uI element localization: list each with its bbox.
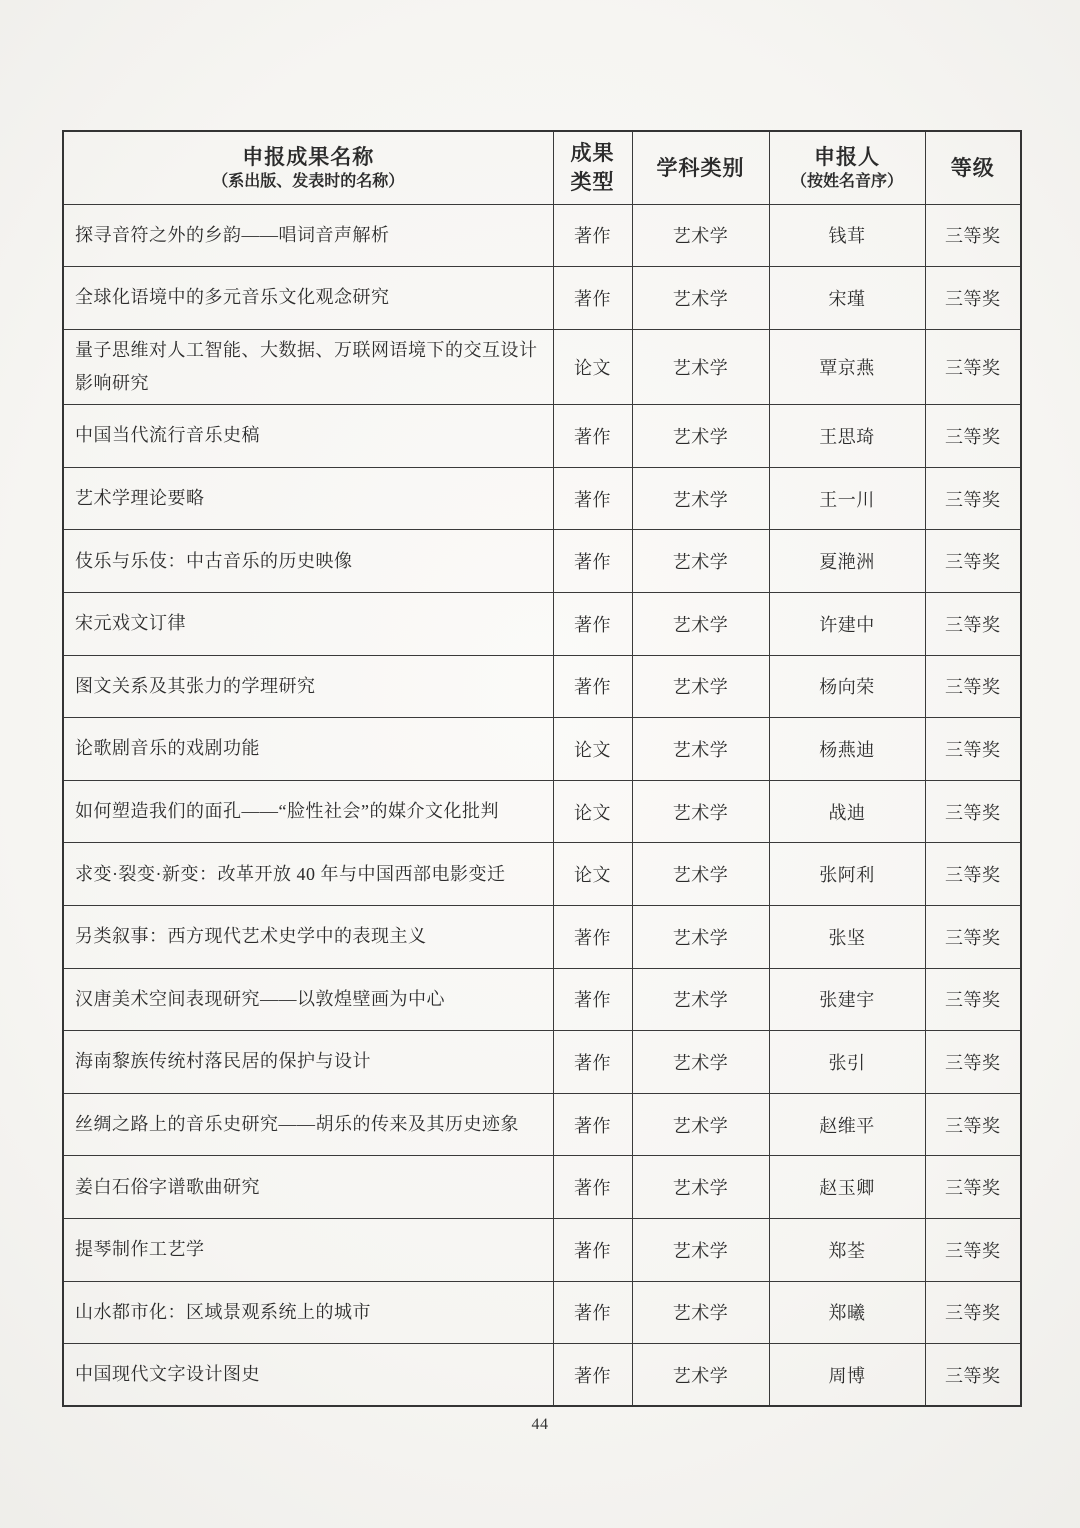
achievement-name-cell: 姜白石俗字谱歌曲研究	[63, 1156, 553, 1219]
table-row	[63, 267, 1021, 330]
subject-category-cell: 艺术学	[632, 655, 769, 718]
result-type-cell: 著作	[553, 593, 632, 656]
subject-category-cell: 艺术学	[632, 1281, 769, 1344]
grade-cell: 三等奖	[925, 1281, 1021, 1344]
header-row	[63, 131, 1021, 204]
header-result-type	[553, 131, 632, 204]
grade-cell: 三等奖	[925, 329, 1021, 405]
applicant-cell: 覃京燕	[769, 329, 925, 405]
table-row	[63, 906, 1021, 969]
result-type-cell: 著作	[553, 467, 632, 530]
applicant-cell: 周博	[769, 1344, 925, 1407]
subject-category-cell: 艺术学	[632, 906, 769, 969]
result-type-cell: 论文	[553, 780, 632, 843]
subject-category-cell: 艺术学	[632, 593, 769, 656]
result-type-cell: 著作	[553, 906, 632, 969]
result-type-cell: 著作	[553, 1031, 632, 1094]
grade-cell: 三等奖	[925, 1219, 1021, 1282]
grade-cell: 三等奖	[925, 593, 1021, 656]
result-type-cell: 著作	[553, 1156, 632, 1219]
achievement-name-cell: 另类叙事：西方现代艺术史学中的表现主义	[63, 906, 553, 969]
applicant-cell: 张坚	[769, 906, 925, 969]
grade-cell: 三等奖	[925, 1031, 1021, 1094]
table-row	[63, 530, 1021, 593]
table-row	[63, 1344, 1021, 1407]
subject-category-cell: 艺术学	[632, 530, 769, 593]
result-type-cell: 著作	[553, 1344, 632, 1407]
subject-category-cell: 艺术学	[632, 1344, 769, 1407]
grade-cell: 三等奖	[925, 1093, 1021, 1156]
achievement-name-cell: 中国当代流行音乐史稿	[63, 405, 553, 468]
achievement-name-cell: 图文关系及其张力的学理研究	[63, 655, 553, 718]
result-type-cell: 论文	[553, 718, 632, 781]
result-type-cell: 著作	[553, 1281, 632, 1344]
result-type-cell: 著作	[553, 204, 632, 267]
table-row	[63, 405, 1021, 468]
table-row	[63, 843, 1021, 906]
subject-category-cell: 艺术学	[632, 405, 769, 468]
result-type-cell: 著作	[553, 267, 632, 330]
result-type-cell: 论文	[553, 329, 632, 405]
applicant-cell: 张阿利	[769, 843, 925, 906]
applicant-cell: 王思琦	[769, 405, 925, 468]
table-row	[63, 1219, 1021, 1282]
applicant-cell: 王一川	[769, 467, 925, 530]
subject-category-cell: 艺术学	[632, 780, 769, 843]
applicant-cell: 张建宇	[769, 968, 925, 1031]
subject-category-cell: 艺术学	[632, 329, 769, 405]
table-body	[63, 204, 1021, 1406]
header-applicant-title: 申报人	[814, 144, 880, 169]
applicant-cell: 郑曦	[769, 1281, 925, 1344]
table-row	[63, 329, 1021, 405]
header-achievement-name-subtitle: （系出版、发表时的名称）	[212, 173, 405, 191]
grade-cell: 三等奖	[925, 405, 1021, 468]
applicant-cell: 杨燕迪	[769, 718, 925, 781]
achievement-name-cell: 汉唐美术空间表现研究——以敦煌壁画为中心	[63, 968, 553, 1031]
applicant-cell: 杨向荣	[769, 655, 925, 718]
header-result-type-line2: 类型	[570, 169, 615, 194]
achievement-name-cell: 探寻音符之外的乡韵——唱词音声解析	[63, 204, 553, 267]
subject-category-cell: 艺术学	[632, 1093, 769, 1156]
applicant-cell: 赵玉卿	[769, 1156, 925, 1219]
applicant-cell: 郑荃	[769, 1219, 925, 1282]
result-type-cell: 著作	[553, 530, 632, 593]
grade-cell: 三等奖	[925, 1156, 1021, 1219]
achievement-name-cell: 丝绸之路上的音乐史研究——胡乐的传来及其历史迹象	[63, 1093, 553, 1156]
table-row	[63, 467, 1021, 530]
achievement-name-cell: 提琴制作工艺学	[63, 1219, 553, 1282]
achievement-name-cell: 全球化语境中的多元音乐文化观念研究	[63, 267, 553, 330]
grade-cell: 三等奖	[925, 655, 1021, 718]
table-row	[63, 1281, 1021, 1344]
table-row	[63, 593, 1021, 656]
grade-cell: 三等奖	[925, 204, 1021, 267]
subject-category-cell: 艺术学	[632, 1219, 769, 1282]
result-type-cell: 著作	[553, 968, 632, 1031]
grade-cell: 三等奖	[925, 530, 1021, 593]
applicant-cell: 赵维平	[769, 1093, 925, 1156]
table-row	[63, 1093, 1021, 1156]
result-type-cell: 论文	[553, 843, 632, 906]
grade-cell: 三等奖	[925, 843, 1021, 906]
achievement-name-cell: 中国现代文字设计图史	[63, 1344, 553, 1407]
applicant-cell: 夏滟洲	[769, 530, 925, 593]
grade-cell: 三等奖	[925, 780, 1021, 843]
achievement-name-cell: 海南黎族传统村落民居的保护与设计	[63, 1031, 553, 1094]
result-type-cell: 著作	[553, 1219, 632, 1282]
page-number: 44	[531, 1416, 549, 1433]
subject-category-cell: 艺术学	[632, 968, 769, 1031]
achievement-name-cell: 求变·裂变·新变：改革开放 40 年与中国西部电影变迁	[63, 843, 553, 906]
achievement-name-cell: 伎乐与乐伎：中古音乐的历史映像	[63, 530, 553, 593]
achievement-name-cell: 量子思维对人工智能、大数据、万联网语境下的交互设计影响研究	[63, 329, 553, 405]
header-subject-category: 学科类别	[632, 131, 769, 204]
header-achievement-name	[63, 131, 553, 204]
applicant-cell: 许建中	[769, 593, 925, 656]
subject-category-cell: 艺术学	[632, 204, 769, 267]
achievement-name-cell: 艺术学理论要略	[63, 467, 553, 530]
header-applicant	[769, 131, 925, 204]
achievement-name-cell: 山水都市化：区域景观系统上的城市	[63, 1281, 553, 1344]
table-row	[63, 204, 1021, 267]
grade-cell: 三等奖	[925, 718, 1021, 781]
header-result-type-line1: 成果	[570, 141, 615, 166]
table-row	[63, 968, 1021, 1031]
achievement-name-cell: 宋元戏文订律	[63, 593, 553, 656]
achievement-name-cell: 如何塑造我们的面孔——“脸性社会”的媒介文化批判	[63, 780, 553, 843]
header-achievement-name-title: 申报成果名称	[242, 144, 375, 169]
table-row	[63, 780, 1021, 843]
subject-category-cell: 艺术学	[632, 467, 769, 530]
grade-cell: 三等奖	[925, 467, 1021, 530]
subject-category-cell: 艺术学	[632, 1031, 769, 1094]
table-row	[63, 655, 1021, 718]
applicant-cell: 张引	[769, 1031, 925, 1094]
table-row	[63, 1156, 1021, 1219]
grade-cell: 三等奖	[925, 906, 1021, 969]
applicant-cell: 宋瑾	[769, 267, 925, 330]
achievement-name-cell: 论歌剧音乐的戏剧功能	[63, 718, 553, 781]
applicant-cell: 钱茸	[769, 204, 925, 267]
grade-cell: 三等奖	[925, 968, 1021, 1031]
table-row	[63, 718, 1021, 781]
applicant-cell: 战迪	[769, 780, 925, 843]
header-grade: 等级	[925, 131, 1021, 204]
grade-cell: 三等奖	[925, 1344, 1021, 1407]
grade-cell: 三等奖	[925, 267, 1021, 330]
subject-category-cell: 艺术学	[632, 718, 769, 781]
result-type-cell: 著作	[553, 405, 632, 468]
subject-category-cell: 艺术学	[632, 267, 769, 330]
result-type-cell: 著作	[553, 655, 632, 718]
subject-category-cell: 艺术学	[632, 843, 769, 906]
table-row	[63, 1031, 1021, 1094]
subject-category-cell: 艺术学	[632, 1156, 769, 1219]
header-applicant-subtitle: （按姓名音序）	[790, 173, 903, 191]
awards-table	[62, 130, 1022, 1407]
result-type-cell: 著作	[553, 1093, 632, 1156]
